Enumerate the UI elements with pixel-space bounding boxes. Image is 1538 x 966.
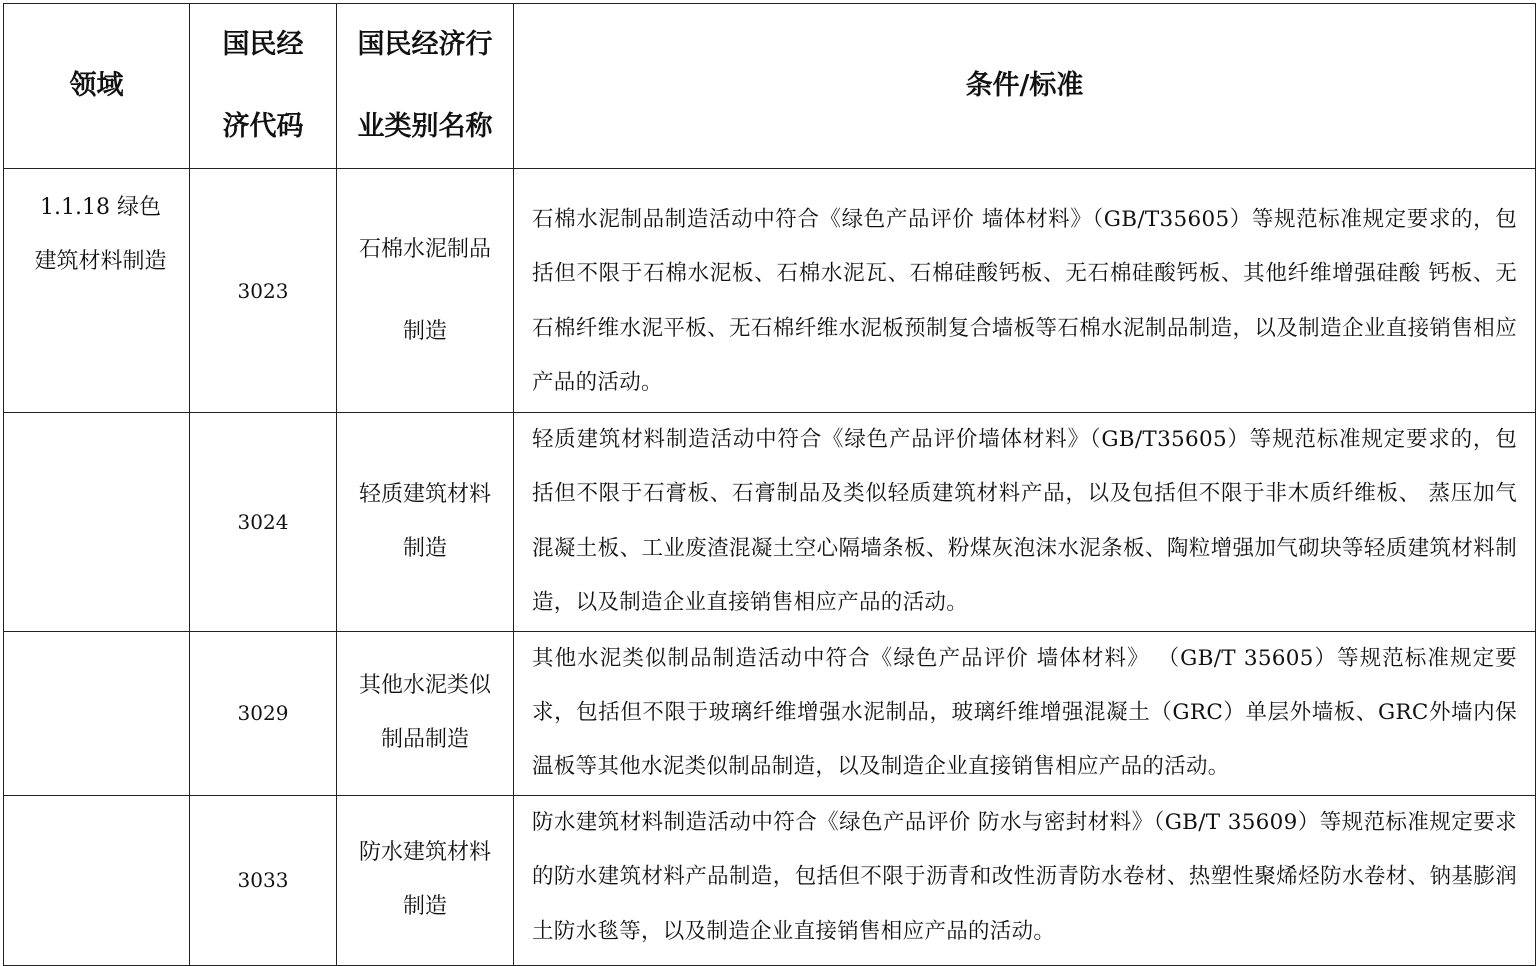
industry-name: 防水建筑材料制造	[359, 840, 492, 920]
header-standard	[514, 4, 1536, 169]
standard-text: 轻质建筑材料制造活动中符合《绿色产品评价墙体材料》（GB/T35605）等规范标准规定要求的，包括但不限于石膏板、石膏制品及类似轻质建筑材料产品，以及包括但不限于非木质纤维板、 蒸压加气混凝土板、工业废渣混凝土空心隔墙条板、粉煤灰泡沫水泥条板、陶粒增强加气砌块等轻质建筑材料制造，以及制造企业直接销售相应产品的活动。	[532, 427, 1517, 616]
cell-standard	[514, 413, 1536, 632]
table-row	[4, 795, 1536, 965]
header-field-label: 领域	[69, 70, 124, 101]
standard-text: 防水建筑材料制造活动中符合《绿色产品评价 防水与密封材料》（GB/T 35609）等规范标准规定要求的防水建筑材料产品制造，包括但不限于沥青和改性沥青防水卷材、热塑性聚烯烃防水卷材、钠基膨润土防水毯等，以及制造企业直接销售相应产品的活动。	[532, 809, 1517, 944]
field-label	[4, 796, 189, 808]
field-label	[4, 632, 189, 644]
industry-name: 其他水泥类似制品制造	[359, 673, 492, 753]
cell-code	[190, 413, 337, 632]
cell-name	[337, 795, 514, 965]
cell-code	[190, 795, 337, 965]
cell-standard	[514, 795, 1536, 965]
cell-field	[4, 413, 190, 632]
cell-field	[4, 169, 190, 413]
industry-name: 轻质建筑材料制造	[359, 481, 492, 561]
table-row	[4, 413, 1536, 632]
industry-code: 3024	[237, 509, 289, 534]
field-label	[4, 413, 189, 425]
standard-text: 石棉水泥制品制造活动中符合《绿色产品评价 墙体材料》（GB/T35605）等规范标准规定要求的，包括但不限于石棉水泥板、石棉水泥瓦、石棉硅酸钙板、无石棉硅酸钙板、其他纤维增强硅酸 钙板、无石棉纤维水泥平板、无石棉纤维水泥板预制复合墙板等石棉水泥制品制造，以及制造企业直接销售相应产品的活动。	[532, 207, 1517, 396]
header-name-label: 国民经济行业类别名称	[357, 29, 493, 142]
cell-code	[190, 631, 337, 795]
header-code	[190, 4, 337, 169]
header-code-label: 国民经济代码	[222, 29, 304, 142]
table-header-row	[4, 4, 1536, 169]
industry-name: 石棉水泥制品制造	[359, 236, 492, 344]
cell-name	[337, 413, 514, 632]
standard-text: 其他水泥类似制品制造活动中符合《绿色产品评价 墙体材料》 （GB/T 35605）等规范标准规定要求，包括但不限于玻璃纤维增强水泥制品，玻璃纤维增强混凝土（GRC）单层外墙板、GRC外墙内保温板等其他水泥类似制品制造，以及制造企业直接销售相应产品的活动。	[532, 645, 1517, 780]
header-name	[337, 4, 514, 169]
industry-code: 3033	[237, 868, 289, 893]
standards-table	[3, 3, 1536, 966]
cell-field	[4, 631, 190, 795]
table-row	[4, 169, 1536, 413]
header-standard-label: 条件/标准	[965, 70, 1084, 101]
header-field	[4, 4, 190, 169]
cell-name	[337, 631, 514, 795]
industry-code: 3023	[237, 278, 289, 303]
table-row	[4, 631, 1536, 795]
cell-field	[4, 795, 190, 965]
industry-code: 3029	[237, 701, 289, 726]
cell-code	[190, 169, 337, 413]
field-label: 1.1.18 绿色建筑材料制造	[34, 195, 167, 274]
cell-name	[337, 169, 514, 413]
cell-standard	[514, 169, 1536, 413]
cell-standard	[514, 631, 1536, 795]
